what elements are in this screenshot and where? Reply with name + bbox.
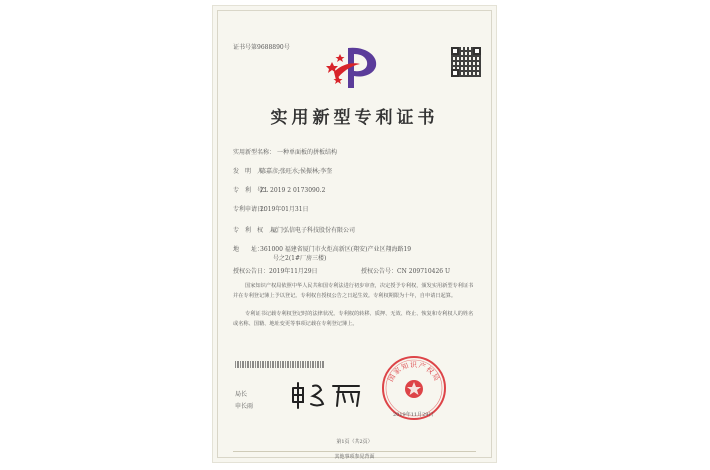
bureau-head-name: 申长雨	[235, 403, 254, 410]
barcode-strip	[235, 361, 325, 368]
field-label-patent-number: 专 利 号：	[233, 187, 270, 194]
footer-note: 其他事项参见背面	[334, 454, 375, 460]
patent-certificate	[213, 6, 496, 462]
grant-number: 授权公告号：CN 209710426 U	[361, 268, 451, 275]
grant-date: 授权公告日：2019年11月29日	[233, 268, 318, 275]
bureau-head-label: 局长	[235, 391, 248, 398]
seal-text: 国家知识产权局	[386, 361, 442, 384]
cnipa-logo-icon	[326, 42, 382, 90]
field-value-address-line2: 号之2(1#厂房三楼)	[273, 255, 327, 262]
qr-code-icon	[451, 47, 481, 77]
field-label-inventors: 发 明 人：	[233, 168, 270, 175]
certificate-title: 实用新型专利证书	[270, 108, 439, 128]
field-value-patent-number: ZL 2019 2 0173090.2	[260, 187, 326, 194]
field-value-filing-date: 2019年01月31日	[260, 206, 309, 213]
certificate-statement-2: 专利证书记载专利权登记时的法律状况。专利权的转移、质押、无效、终止、恢复和专利权人的姓名或名称、国籍、地址变更等事项记载在专利登记簿上。	[233, 311, 474, 327]
field-value-inventors: 陈嘉彦;张旺水;侯振林;李奎	[260, 168, 333, 175]
field-label-name: 实用新型名称：	[233, 149, 276, 156]
footer-divider	[233, 451, 476, 452]
field-label-address: 地 址：	[233, 246, 264, 253]
field-value-patentee: 厦门弘信电子科技股份有限公司	[271, 227, 356, 234]
field-value-name: 一种单面板的拼板结构	[277, 149, 338, 156]
field-label-patentee: 专 利 权 人：	[233, 227, 282, 234]
page-number: 第1页（共2页）	[336, 439, 373, 445]
field-value-address-line1: 361000 福建省厦门市火炬高新区(翔安)产业区翔海路19	[260, 246, 412, 253]
seal-date: 2019年11月29日	[393, 412, 434, 418]
field-label-filing-date: 专利申请日：	[233, 206, 270, 213]
certificate-number: 证书号第9688890号	[233, 44, 290, 51]
handwritten-signature-icon	[289, 380, 365, 410]
certificate-statement-1: 国家知识产权局依照中华人民共和国专利法进行初步审查，决定授予专利权，颁发实用新型专利证书并在专利登记簿上予以登记。专利权自授权公告之日起生效。专利权期限为十年，自申请日起算。	[233, 283, 474, 299]
